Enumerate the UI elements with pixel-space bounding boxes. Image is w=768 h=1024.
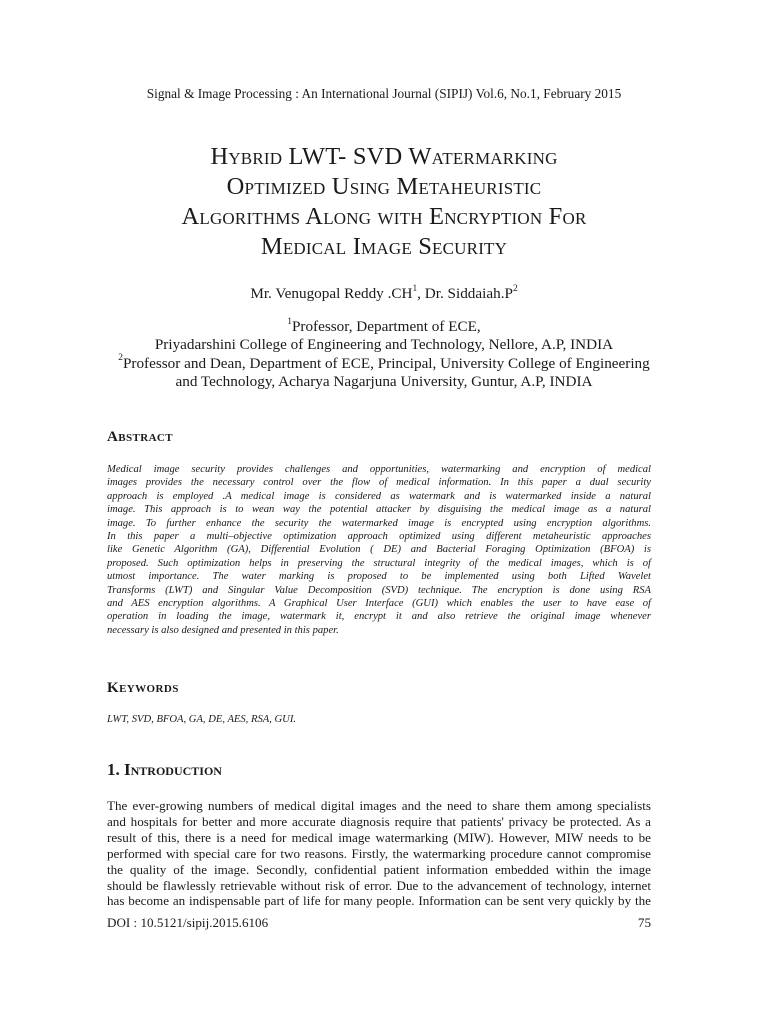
abstract-line: operation in loading the image, watermark it, encrypt it and also retrieve the original image whenever [107,611,651,623]
title-line: Optimized Using Metaheuristic [226,173,542,200]
abstract-heading: Abstract [107,429,173,445]
paper-title [60,142,708,262]
affiliation-line: $^1$Professor, Department of ECE, [287,316,481,335]
author-list [0,285,768,303]
affiliation-marker: 1 [287,316,292,327]
introduction-heading [107,760,222,780]
title-line: Medical Image Security [260,233,508,260]
affiliation-block [80,318,688,391]
keywords-text: LWT, SVD, BFOA, GA, DE, AES, RSA, GUI. [107,714,296,725]
author-name: Mr. Venugopal Reddy .CH [250,285,413,302]
abstract-line: utmost importance. The water marking is proposed to be implemented using both Lifted Wavelet [107,571,651,583]
affiliation-line: and Technology, Acharya Nagarjuna University, Guntur, A.P, INDIA [175,372,593,390]
journal-running-header: Signal & Image Processing : An International Journal (SIPIJ) Vol.6, No.1, February 2015 [146,86,622,101]
abstract-line: images provides the necessary control over the flow of medical information. In this paper a dual security [107,477,651,489]
title-line: Algorithms Along with Encryption For [181,203,587,230]
abstract-line: image. To further enhance the security the watermarked image is encrypted using encryption algorithms. [107,517,651,529]
introduction-text [107,798,651,909]
author-name: Dr. Siddaiah.P [424,285,513,302]
affiliation-line: $^2$Professor and Dean, Department of ECE, Principal, University College of Engineering [118,353,650,372]
affiliation-marker: 2 [512,283,518,294]
section-title: Introduction [124,760,222,779]
affiliation-line: Priyadarshini College of Engineering and Technology, Nellore, A.P, INDIA [154,336,614,354]
abstract-line: like Genetic Algorithm (GA), Differential Evolution ( DE) and Bacterial Foraging Optimization (BFOA) is [107,544,651,556]
introduction-line: the quality of the image. Secondly, confidential patient information embedded within the image [107,861,651,877]
introduction-line: The ever-growing numbers of medical digital images and the need to share them among specialists [107,798,651,813]
affiliation-marker: 2 [118,353,123,364]
abstract-line: Medical image security provides challenges and opportunities, watermarking and encryption of medical [107,464,651,475]
introduction-line: should be flawlessly retrievable without risk of error. Due to the advancement of technology, internet [107,877,651,893]
title-line: Hybrid LWT- SVD Watermarking [210,143,558,170]
keywords-heading: Keywords [107,680,179,696]
doi-footer: DOI : 10.5121/sipij.2015.6106 [107,915,269,930]
abstract-line: Transforms (LWT) and Singular Value Decomposition (SVD) technique. The encryption is done using RSA [107,584,651,596]
page-number: 75 [637,915,651,930]
abstract-line: proposed. Such optimization helps in preserving the structural integrity of the medical images, which is of [107,557,651,569]
abstract-text [107,463,651,637]
abstract-line: In this paper a multi–objective optimization approach optimized using different metaheuristic approaches [107,531,651,543]
abstract-line: necessary is also designed and presented in this paper. [107,624,339,636]
introduction-line: performed with special care for two reasons. Firstly, the watermarking procedure cannot compromise [107,845,651,861]
section-number: 1. [107,760,124,779]
introduction-line: and hospitals for better and more accurate diagnosis require that patients' privacy be protected. As a [107,813,651,829]
abstract-line: and AES encryption algorithms. A Graphical User Interface (GUI) which enables the user to have ease of [107,598,651,610]
author-separator: , [417,285,425,302]
introduction-line: result of this, there is a need for medical image watermarking (MIW). However, MIW needs to be [107,829,651,845]
affiliation-marker: 1 [412,283,418,294]
abstract-line: approach is employed .A medical image is considered as watermark and is watermarked inside a natural [107,490,651,502]
introduction-line: has become an indispensable part of life for many people. Information can be sent very quickly by the [107,893,651,909]
abstract-line: image. This approach is to wean way the potential attacker by disguising the medical image as a natural [107,504,651,516]
